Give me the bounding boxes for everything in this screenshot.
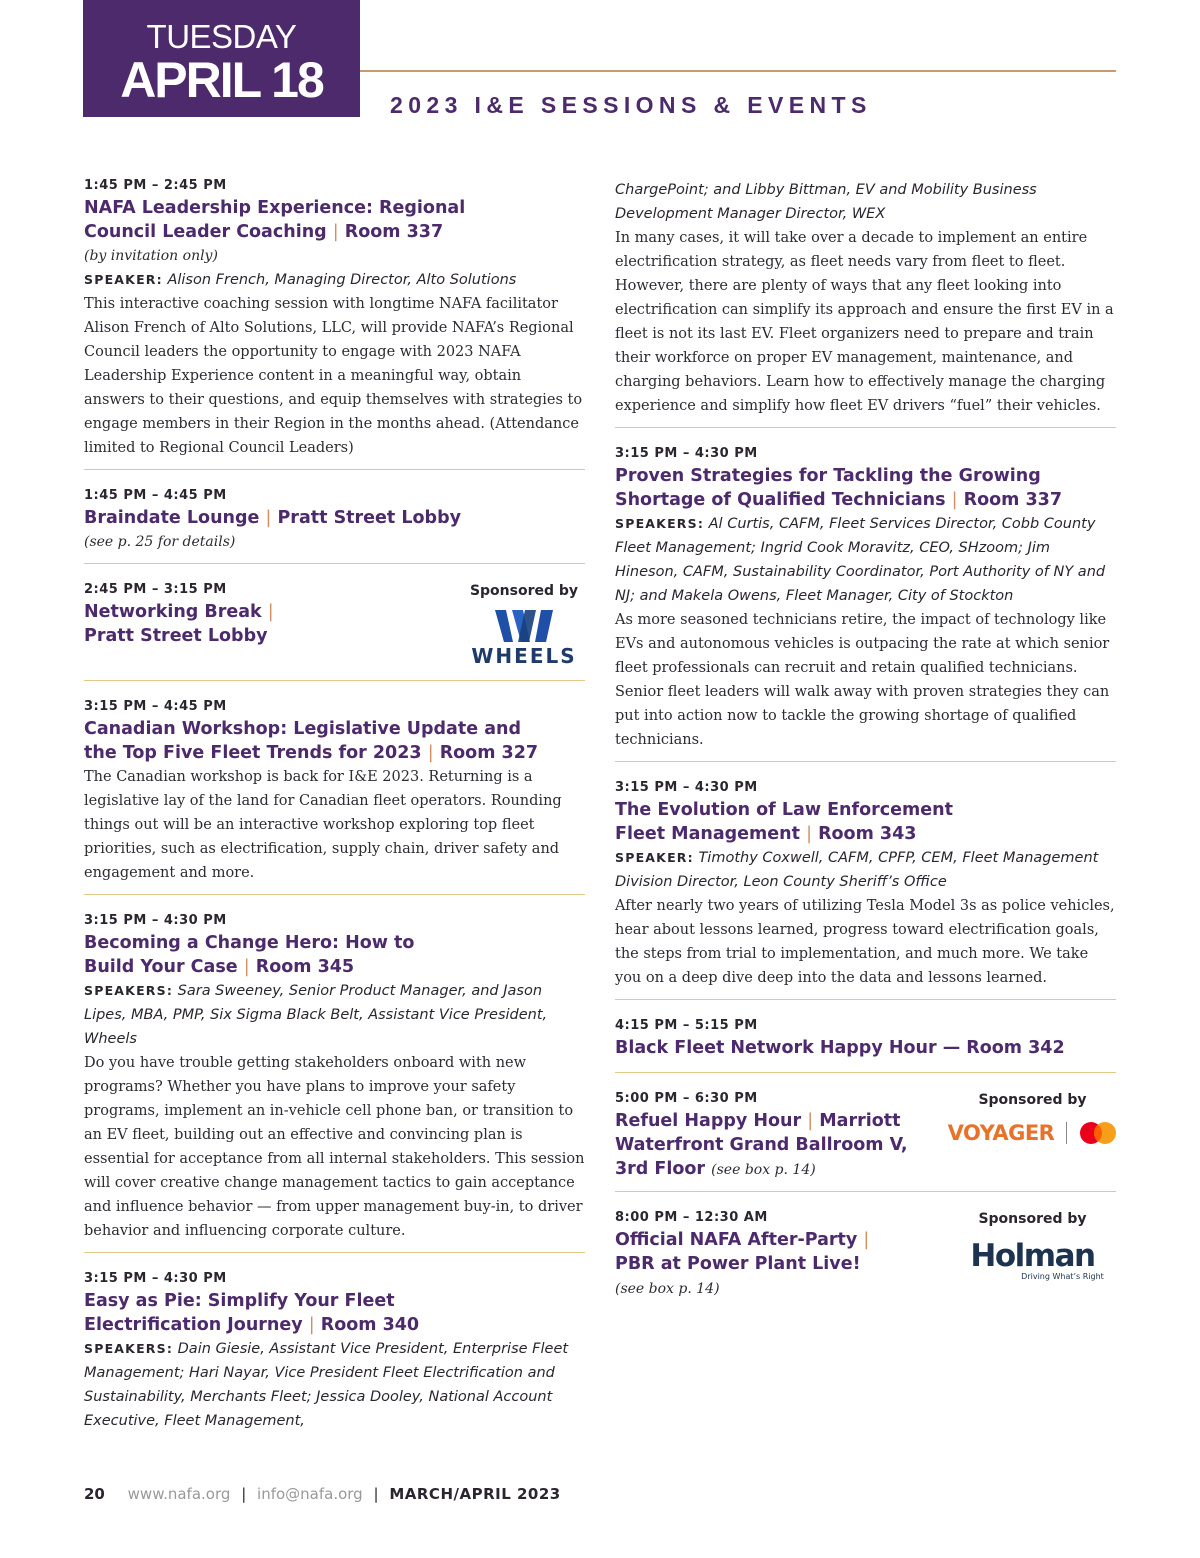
speaker-names: Sara Sweeney, Senior Product Manager, and Jason Lipes, MBA, PMP, Six Sigma Black Belt, Assistant Vice President, Wheels (84, 983, 548, 1047)
session-title-text: Proven Strategies for Tackling the Growing Shortage of Qualified Technicians (615, 466, 1041, 510)
session-title (84, 1289, 444, 1337)
session-time: 3:15 PM – 4:30 PM (84, 1271, 227, 1286)
session-info (615, 1208, 915, 1301)
title-separator: | (807, 1111, 814, 1131)
session-speakers (84, 979, 585, 1051)
session-info (615, 1089, 935, 1182)
speaker-label: SPEAKERS: (84, 1341, 174, 1356)
session-speakers: ChargePoint; and Libby Bittman, EV and Mobility Business Development Manager Director, WEX (615, 182, 1037, 222)
speaker-label: SPEAKER: (615, 850, 694, 865)
session-speakers (84, 1337, 585, 1433)
session-title (84, 196, 484, 244)
sponsored-by-label: Sponsored by (978, 1092, 1087, 1108)
session-time: 4:15 PM – 5:15 PM (615, 1018, 758, 1033)
wheels-w-icon (495, 610, 553, 642)
session-speakers (615, 846, 1116, 894)
session-easy-as-pie (84, 1269, 585, 1442)
session-note: (see p. 25 for details) (84, 534, 236, 550)
session-speakers (84, 268, 585, 292)
speaker-label: SPEAKERS: (615, 516, 705, 531)
speaker-names: Alison French, Managing Director, Alto Solutions (167, 272, 517, 288)
session-law-enforcement (615, 778, 1116, 1000)
session-room: Room 340 (320, 1315, 420, 1335)
session-time: 3:15 PM – 4:30 PM (615, 780, 758, 795)
session-description: As more seasoned technicians retire, the impact of technology like EVs and autonomous vehicles is outpacing the rate at which senior fleet professionals can recruit and retain qualified technicians. Senior fleet leaders will walk away with proven strategies they can put into action now to tackle the growing shortage of qualified technicians. (615, 612, 1110, 748)
session-time: 3:15 PM – 4:45 PM (84, 699, 227, 714)
session-refuel-happy-hour (615, 1089, 1116, 1192)
session-room: PBR at Power Plant Live! (615, 1254, 861, 1274)
date-day: TUESDAY (146, 18, 297, 55)
title-separator: | (332, 222, 339, 242)
session-title-text: NAFA Leadership Experience: Regional Council Leader Coaching (84, 198, 466, 242)
sponsored-by-label: Sponsored by (469, 583, 579, 599)
sponsor-block (945, 1089, 1120, 1145)
title-separator: | (806, 824, 812, 844)
session-room: Pratt Street Lobby (84, 626, 268, 646)
page-number: 20 (84, 1485, 105, 1503)
logo-divider (1066, 1122, 1067, 1144)
speaker-label: SPEAKER: (84, 272, 163, 287)
page-title: 2023 I&E SESSIONS & EVENTS (390, 92, 872, 118)
session-technician-shortage (615, 444, 1116, 762)
session-note: (see box p. 14) (711, 1162, 816, 1178)
session-title-text: Easy as Pie: Simplify Your Fleet Electrification Journey (84, 1291, 395, 1335)
header-rule (360, 70, 1116, 72)
session-description: Do you have trouble getting stakeholders onboard with new programs? Whether you have plans to improve your safety programs, implement an in-vehicle cell phone ban, or transition to an EV fleet, building out an effective and convincing plan is essential for acceptance from all internal stakeholders. This session will cover creative change management tactics to gain acceptance and influence behavior — from upper management buy-in, to driver behavior and influencing corporate culture. (84, 1055, 585, 1239)
title-separator: | (267, 602, 274, 622)
mastercard-icon (1079, 1121, 1117, 1145)
wheels-wordmark: WHEELS (471, 644, 577, 668)
session-time: 5:00 PM – 6:30 PM (615, 1091, 758, 1106)
session-time: 1:45 PM – 4:45 PM (84, 488, 227, 503)
voyager-logo (945, 1121, 1120, 1145)
title-separator: | (427, 743, 434, 763)
session-networking-break (84, 580, 585, 681)
footer-website: www.nafa.org (127, 1485, 231, 1503)
speaker-names: Dain Giesie, Assistant Vice President, Enterprise Fleet Management; Hari Nayar, Vice President Fleet Electrification and Sustainability, Merchants Fleet; Jessica Dooley, National Account Executive, Fleet Management, (84, 1341, 569, 1429)
session-title (84, 717, 544, 765)
session-title-text: Becoming a Change Hero: How to Build Your Case (84, 933, 415, 977)
title-separator: | (863, 1230, 870, 1250)
speaker-label: SPEAKERS: (84, 983, 174, 998)
date-number: APRIL 18 (120, 52, 323, 108)
session-title-text: Networking Break (84, 602, 262, 622)
session-title: Black Fleet Network Happy Hour — Room 342 (615, 1038, 1065, 1058)
session-room: Marriott Waterfront Grand Ballroom V, 3rd Floor (615, 1111, 908, 1179)
voyager-wordmark: VOYAGER (947, 1121, 1055, 1145)
wheels-logo (449, 610, 599, 668)
session-leadership-coaching (84, 176, 585, 470)
title-separator: | (265, 508, 272, 528)
session-room: Room 345 (255, 957, 355, 977)
session-description: After nearly two years of utilizing Tesla Model 3s as police vehicles, hear about lessons learned, progress toward electrification goals, the steps from trial to implementation, and much more. We take you on a deep dive deep into the data and lessons learned. (615, 898, 1115, 986)
session-title-text: Braindate Lounge (84, 508, 260, 528)
session-time: 1:45 PM – 2:45 PM (84, 178, 227, 193)
sponsored-by-label: Sponsored by (978, 1211, 1087, 1227)
session-title-text: Official NAFA After-Party (615, 1230, 858, 1250)
session-title (84, 600, 274, 648)
session-title (84, 506, 585, 530)
title-separator: | (243, 957, 250, 977)
session-title-text: The Evolution of Law Enforcement Fleet Management (615, 800, 953, 844)
left-column (84, 176, 585, 1458)
session-room: Room 337 (344, 222, 444, 242)
holman-logo (945, 1240, 1120, 1281)
footer-separator: | (241, 1485, 247, 1503)
session-description: The Canadian workshop is back for I&E 2023. Returning is a legislative lay of the land for Canadian fleet operators. Rounding things out will be an interactive workshop exploring top fleet priorities, such as electrification, supply chain, driver safety and engagement and more. (84, 769, 562, 881)
session-title (615, 464, 1075, 512)
session-speakers (615, 512, 1116, 608)
session-title (615, 1109, 935, 1182)
session-room: Room 343 (818, 824, 917, 844)
sponsor-block (945, 1208, 1120, 1281)
holman-tagline: Driving What’s Right (1021, 1272, 1104, 1281)
session-room: Pratt Street Lobby (277, 508, 462, 528)
session-change-hero (84, 911, 585, 1253)
session-note: (see box p. 14) (615, 1281, 720, 1297)
footer-email: info@nafa.org (257, 1485, 363, 1503)
session-time: 3:15 PM – 4:30 PM (84, 913, 227, 928)
session-braindate-lounge (84, 486, 585, 564)
session-time: 2:45 PM – 3:15 PM (84, 582, 227, 597)
title-separator: | (951, 490, 958, 510)
session-time: 8:00 PM – 12:30 AM (615, 1210, 768, 1225)
session-title-text: Canadian Workshop: Legislative Update and the Top Five Fleet Trends for 2023 (84, 719, 521, 763)
page-footer (84, 1485, 561, 1503)
session-description: This interactive coaching session with longtime NAFA facilitator Alison French of Alto Solutions, LLC, will provide NAFA’s Regional Council leaders the opportunity to engage with 2023 NAFA Leadership Experience content in a meaningful way, obtain answers to their questions, and equip themselves with strategies to engage members in their Region in the months ahead. (Attendance limited to Regional Council Leaders) (84, 296, 583, 456)
right-column (615, 178, 1116, 1326)
session-easy-as-pie-continued (615, 178, 1116, 428)
session-room: Room 337 (963, 490, 1063, 510)
session-description: In many cases, it will take over a decade to implement an entire electrification strategy, as fleet needs vary from fleet to fleet. However, there are plenty of ways that any fleet looking into electrification can simplify its approach and ensure the first EV in a fleet is not its last EV. Fleet organizers need to prepare and train their workforce on proper EV management, maintenance, and charging behaviors. Learn how to effectively manage the charging experience and simplify how fleet EV drivers “fuel” their vehicles. (615, 230, 1114, 414)
footer-issue: MARCH/APRIL 2023 (389, 1485, 561, 1503)
session-room: Room 327 (439, 743, 539, 763)
session-black-fleet-network (615, 1016, 1116, 1073)
holman-wordmark: Holman (970, 1238, 1095, 1274)
footer-separator: | (373, 1485, 379, 1503)
speaker-names: Al Curtis, CAFM, Fleet Services Director, Cobb County Fleet Management; Ingrid Cook Moravitz, CEO, SHzoom; Jim Hineson, CAFM, Sustainability Coordinator, Port Authority of NY and NJ; and Makela Owens, Fleet Manager, City of Stockton (615, 516, 1106, 604)
date-banner (83, 0, 360, 117)
session-note: (by invitation only) (84, 248, 218, 264)
speaker-names: Timothy Coxwell, CAFM, CPFP, CEM, Fleet Management Division Director, Leon County Sheriff’s Office (615, 850, 1099, 890)
session-title (615, 798, 975, 846)
session-after-party (615, 1208, 1116, 1310)
title-separator: | (308, 1315, 315, 1335)
session-title (615, 1228, 895, 1301)
session-info (84, 580, 274, 648)
sponsor-block (449, 580, 599, 668)
session-time: 3:15 PM – 4:30 PM (615, 446, 758, 461)
session-canadian-workshop (84, 697, 585, 895)
session-title-text: Refuel Happy Hour (615, 1111, 802, 1131)
session-title (84, 931, 424, 979)
